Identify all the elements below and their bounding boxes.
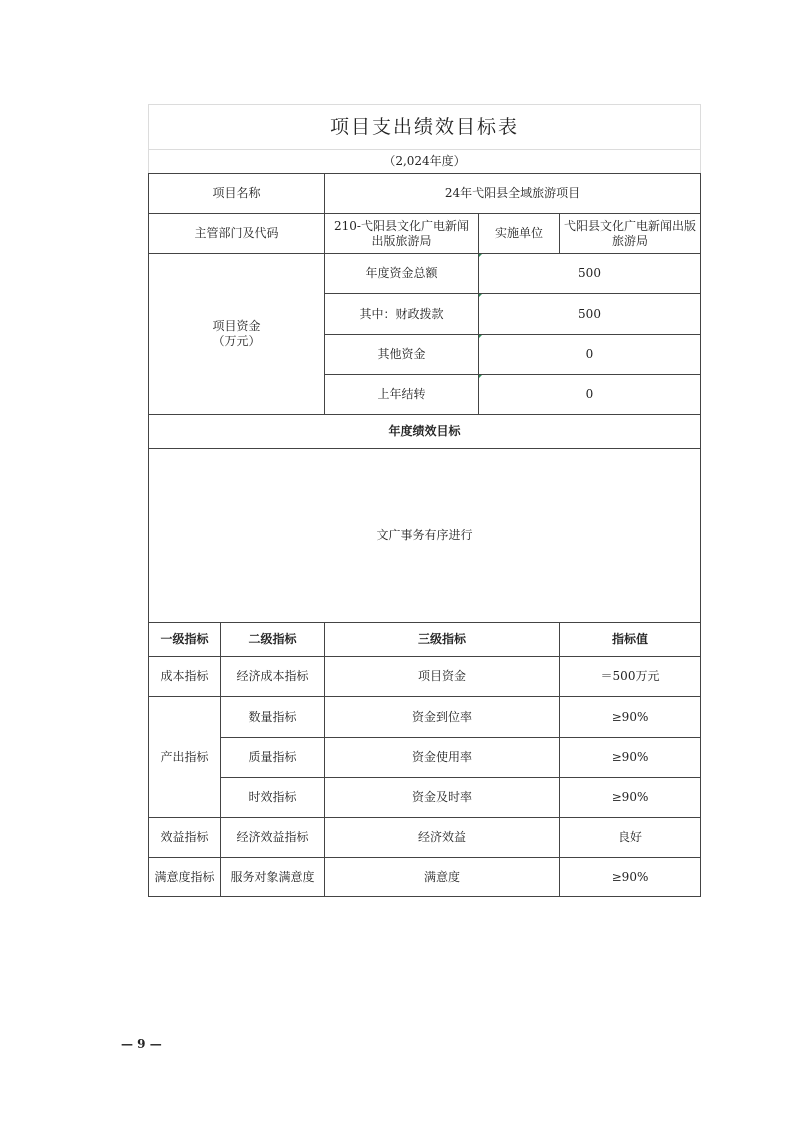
impl-value: 弋阳县文化广电新闻出版旅游局 [564, 218, 697, 248]
funds-label: 项目资金 [212, 319, 261, 333]
table-row-level2: 服务对象满意度 [230, 869, 315, 884]
table-title: 项目支出绩效目标表 [329, 115, 519, 138]
table-row-level2: 经济成本指标 [236, 669, 309, 683]
table-row-level3: 资金使用率 [411, 750, 472, 764]
table-row-value: ≥90% [611, 750, 649, 764]
dept-label: 主管部门及代码 [194, 226, 279, 240]
funds-other-label: 其他资金 [377, 347, 426, 361]
funds-other-value: 0 [585, 347, 594, 361]
funds-fiscal-label: 其中：财政拨款 [359, 306, 444, 321]
table-row-level2: 经济效益指标 [236, 830, 309, 844]
table-row-level3: 满意度 [423, 869, 460, 884]
funds-unit: （万元） [212, 334, 261, 348]
table-row-level3: 项目资金 [417, 669, 466, 683]
dept-value: 210-弋阳县文化广电新闻出版旅游局 [334, 218, 469, 248]
table-row-level3: 经济效益 [417, 830, 466, 844]
funds-fiscal-value: 500 [578, 306, 601, 321]
table-row-value: ≥90% [611, 790, 649, 804]
table-row-value: ≥90% [611, 869, 649, 884]
table-row-level1: 满意度指标 [154, 869, 215, 884]
table-row-level2: 数量指标 [248, 709, 297, 724]
page-number: — 9 — [121, 1037, 162, 1051]
header-level1: 一级指标 [160, 632, 209, 646]
funds-total-value: 500 [578, 266, 601, 280]
funds-total-label: 年度资金总额 [365, 266, 438, 280]
funds-carryover-value: 0 [585, 387, 594, 401]
table-row-level2: 质量指标 [248, 750, 297, 764]
fiscal-year: （2,024年度） [383, 154, 466, 168]
header-value: 指标值 [611, 632, 648, 646]
table-row-value: 良好 [617, 830, 642, 844]
table-row-level3: 资金到位率 [411, 709, 472, 724]
annual-goal-label: 年度绩效目标 [388, 424, 461, 438]
table-row-level2: 时效指标 [248, 790, 297, 804]
project-name-label: 项目名称 [212, 186, 261, 200]
table-row-level1: 效益指标 [160, 830, 209, 844]
table-row-value: ≥90% [611, 709, 649, 724]
impl-label: 实施单位 [494, 226, 543, 240]
table-row-level1: 成本指标 [160, 669, 209, 683]
funds-carryover-label: 上年结转 [377, 387, 426, 401]
table-row-level1: 产出指标 [160, 749, 209, 764]
funds-label-cell [149, 254, 324, 414]
table-row-level3: 资金及时率 [411, 790, 472, 804]
annual-goal-text: 文广事务有序进行 [376, 528, 473, 542]
header-level3: 三级指标 [417, 632, 466, 646]
header-level2: 二级指标 [248, 632, 297, 646]
project-name-value: 24年弋阳县全域旅游项目 [444, 186, 581, 200]
table-row-value: ＝500万元 [600, 669, 660, 683]
